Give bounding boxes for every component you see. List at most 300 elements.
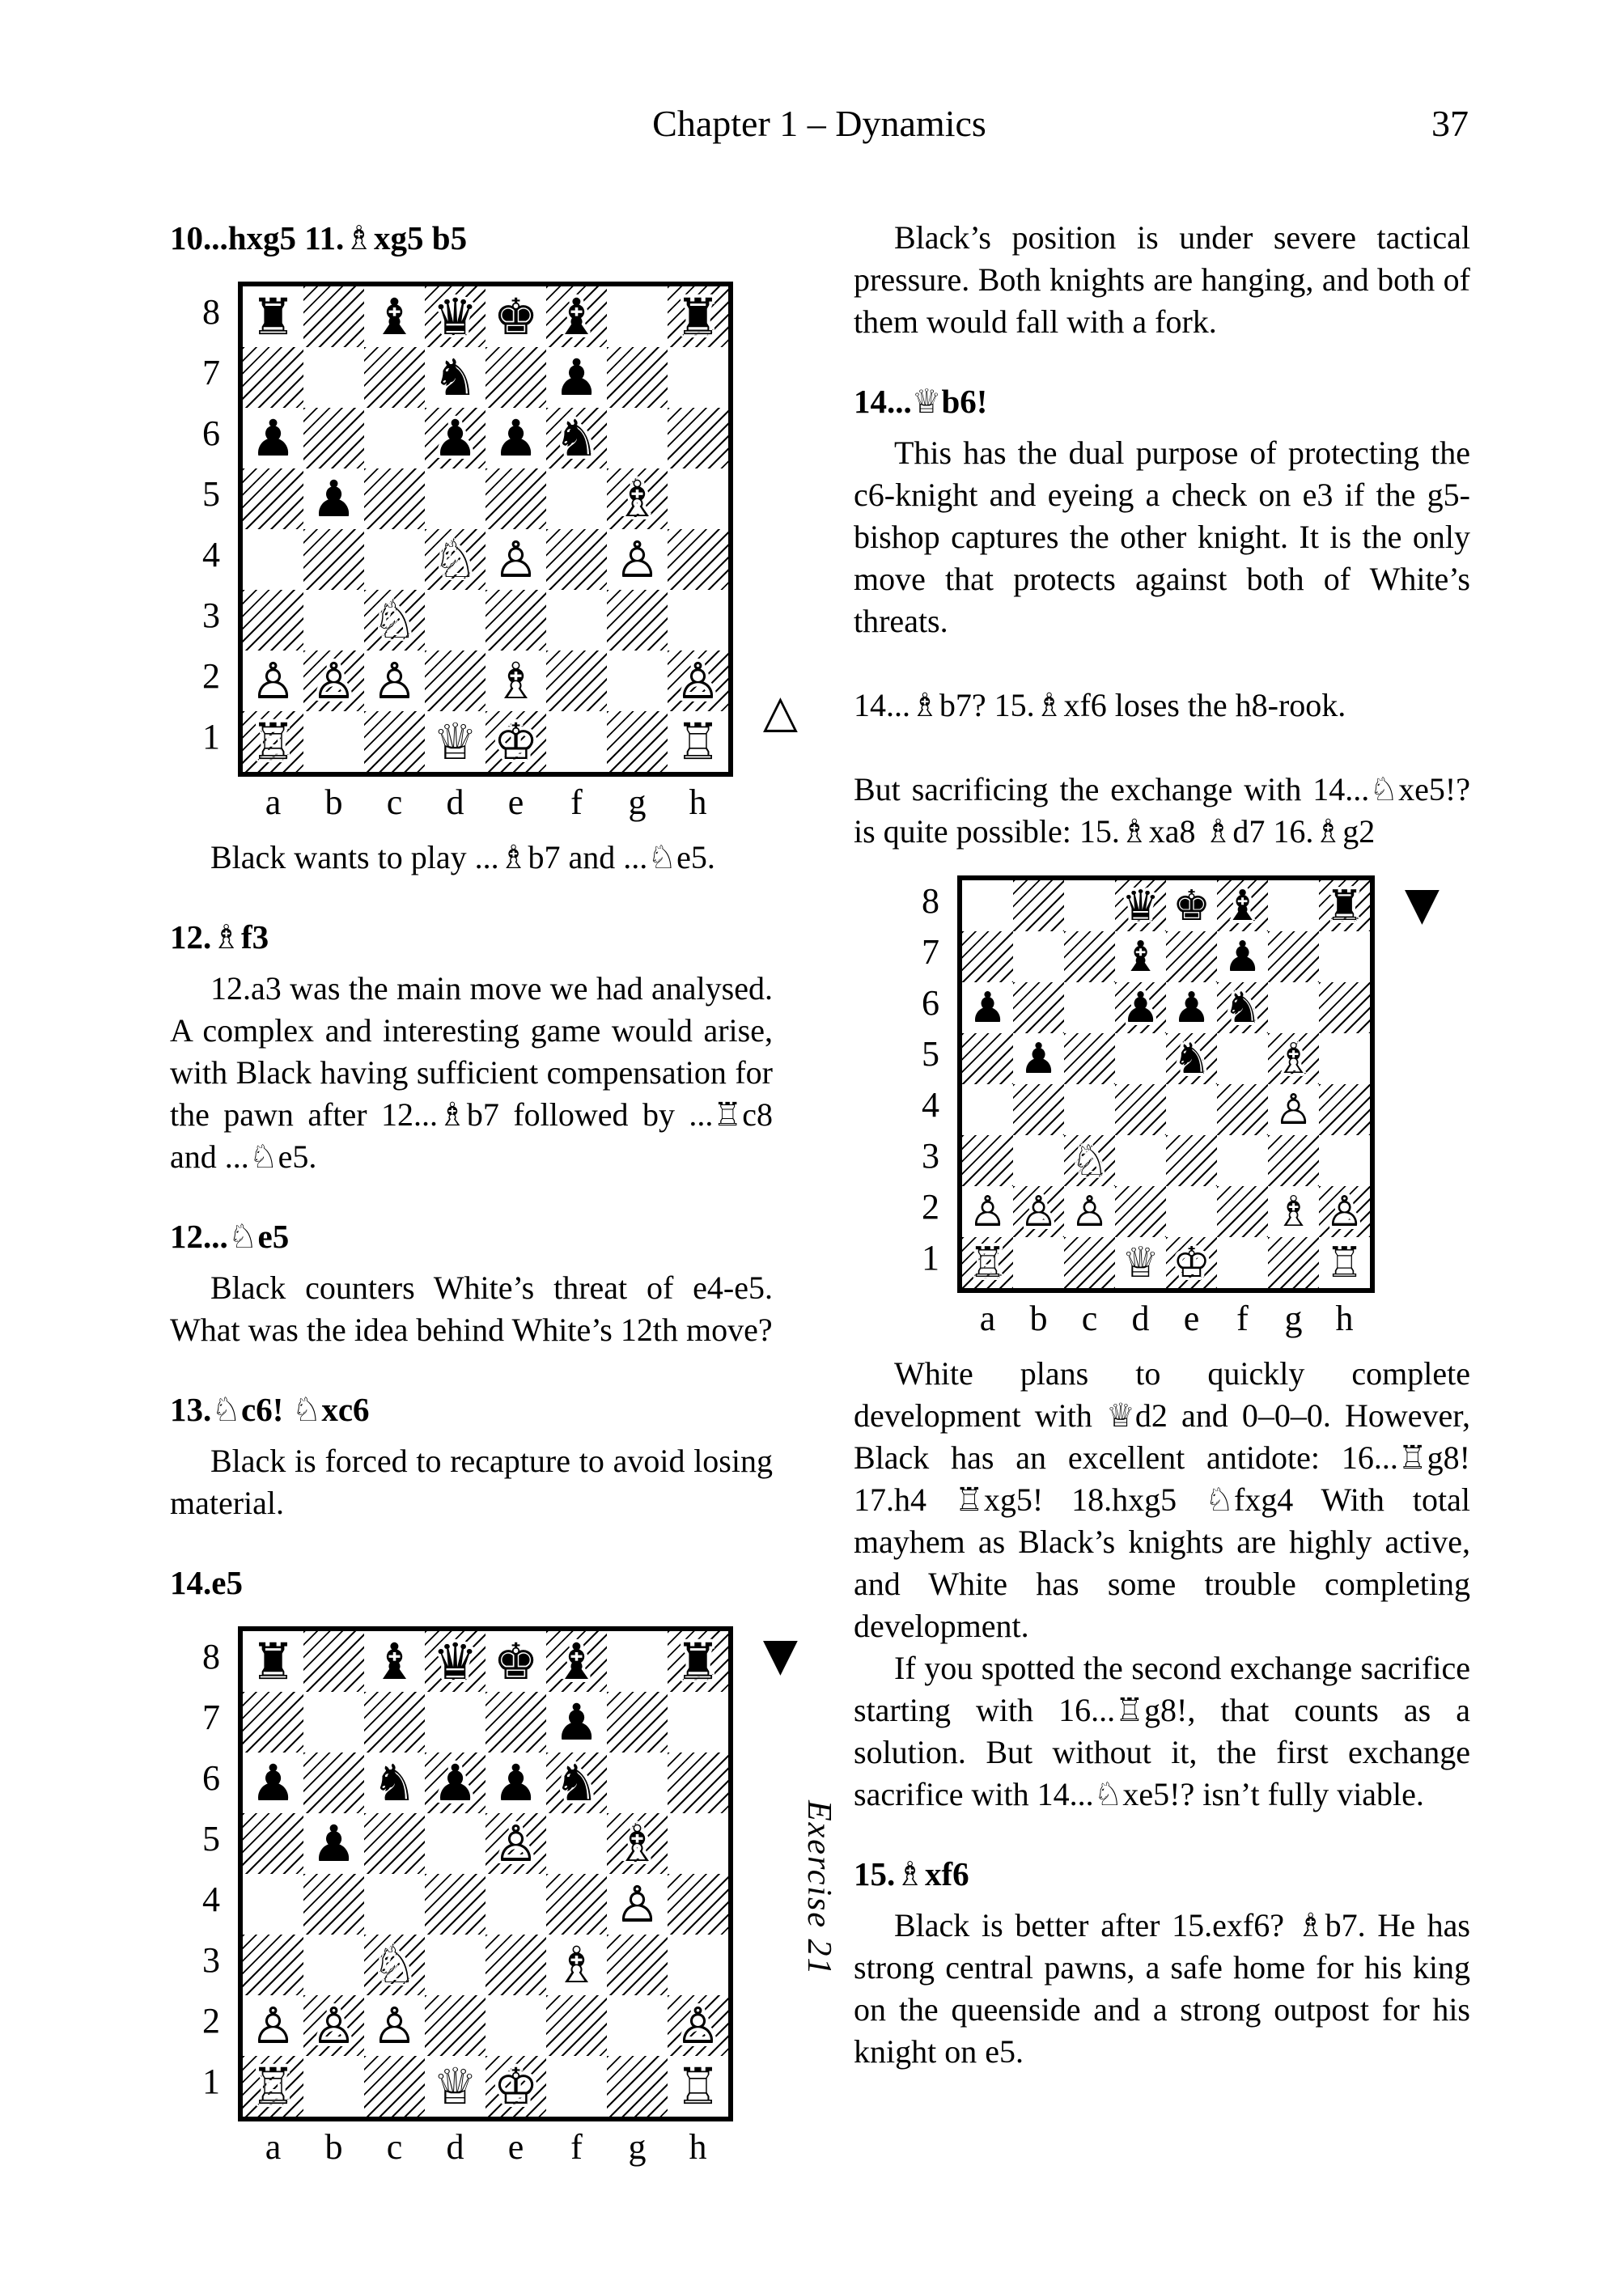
board-square bbox=[607, 347, 668, 408]
board-square bbox=[962, 1237, 1013, 1288]
board-square bbox=[1319, 1135, 1370, 1186]
chess-piece: ♕ bbox=[432, 2056, 478, 2116]
paragraph-tactical-pressure: Black’s position is under severe tactical pressure. Both knights are hanging, and both of them would fall with a fork. bbox=[854, 219, 1470, 340]
chess-piece: ♞ bbox=[1172, 1034, 1211, 1083]
rank-label: 6 bbox=[922, 982, 939, 1023]
file-label: d bbox=[446, 782, 464, 822]
board-square bbox=[303, 468, 364, 529]
rank-label: 8 bbox=[202, 291, 220, 332]
move-heading-14-Qb6: 14...♕b6! bbox=[854, 383, 988, 420]
board-square bbox=[668, 1631, 728, 1692]
chess-diagram-1 bbox=[193, 282, 798, 824]
board-square bbox=[486, 347, 546, 408]
board-square bbox=[303, 286, 364, 347]
diagram-row bbox=[193, 282, 733, 777]
board-square bbox=[364, 529, 425, 590]
file-label: f bbox=[1236, 1299, 1249, 1338]
board-square bbox=[1115, 982, 1166, 1033]
chess-piece: ♜ bbox=[675, 1631, 721, 1691]
file-label: g bbox=[628, 782, 647, 822]
paragraph-dual-purpose: This has the dual purpose of protecting the c6-knight and eyeing a check on e3 if the g5-bishop captures the other knight. It is the only move that protects against both of White’s threats. bbox=[854, 434, 1470, 639]
board-square bbox=[546, 2056, 607, 2117]
board-square bbox=[364, 2056, 425, 2117]
board-square bbox=[1064, 1135, 1115, 1186]
chess-piece: ♟ bbox=[311, 1813, 357, 1873]
rank-label: 6 bbox=[202, 413, 220, 453]
board-square bbox=[1319, 1186, 1370, 1237]
board-square bbox=[1013, 982, 1064, 1033]
rank-labels bbox=[193, 1626, 230, 2121]
board-square bbox=[303, 1753, 364, 1813]
file-labels bbox=[243, 782, 733, 824]
board-square bbox=[364, 590, 425, 651]
board-square bbox=[1115, 1084, 1166, 1135]
board-square bbox=[668, 1874, 728, 1935]
board-square bbox=[668, 1813, 728, 1874]
chess-piece: ♟ bbox=[1122, 983, 1160, 1032]
chess-piece: ♚ bbox=[493, 286, 539, 346]
board-square bbox=[1166, 1084, 1217, 1135]
board-square bbox=[668, 286, 728, 347]
board-square bbox=[1268, 880, 1319, 931]
rank-label: 4 bbox=[922, 1084, 939, 1125]
rank-label: 5 bbox=[202, 473, 220, 514]
chess-piece: ♟ bbox=[969, 983, 1007, 1032]
board-square bbox=[607, 1631, 668, 1692]
board-square bbox=[962, 1186, 1013, 1237]
board-square bbox=[243, 1935, 303, 1995]
board-square bbox=[425, 408, 486, 468]
board-square bbox=[607, 590, 668, 651]
file-labels bbox=[243, 2126, 733, 2168]
board-square bbox=[303, 347, 364, 408]
board-square bbox=[1064, 1084, 1115, 1135]
board-square bbox=[243, 1692, 303, 1753]
board-square bbox=[1217, 1084, 1268, 1135]
file-label: f bbox=[570, 782, 583, 822]
chess-piece: ♟ bbox=[250, 1753, 296, 1812]
chess-piece: ♙ bbox=[311, 651, 357, 710]
chess-piece: ♖ bbox=[250, 711, 296, 771]
chess-piece: ♟ bbox=[311, 468, 357, 528]
chess-piece: ♟ bbox=[1172, 983, 1211, 1032]
board-square bbox=[1166, 1033, 1217, 1084]
chess-piece: ♖ bbox=[675, 2056, 721, 2116]
paragraph-12a3: 12.a3 was the main move we had analysed. A complex and interesting game would arise, with Black having sufficient compensation for the pawn after 12...♗b7 followed by ...♖c8 and ...♘e5. bbox=[170, 970, 773, 1175]
rank-label: 7 bbox=[922, 931, 939, 972]
chess-piece: ♟ bbox=[432, 408, 478, 468]
board-square bbox=[486, 286, 546, 347]
board-square bbox=[364, 468, 425, 529]
board-square bbox=[546, 651, 607, 711]
chess-piece: ♟ bbox=[1020, 1034, 1058, 1083]
board-square bbox=[425, 286, 486, 347]
move-heading-12-Ne5: 12...♘e5 bbox=[170, 1218, 290, 1255]
board-square bbox=[364, 1813, 425, 1874]
board-square bbox=[486, 1813, 546, 1874]
board-square bbox=[303, 1813, 364, 1874]
file-label: b bbox=[324, 2127, 343, 2167]
rank-labels bbox=[193, 282, 230, 777]
board-square bbox=[243, 2056, 303, 2117]
chess-piece: ♝ bbox=[553, 286, 600, 346]
board-square bbox=[546, 529, 607, 590]
chess-piece: ♙ bbox=[493, 1813, 539, 1873]
chess-diagram-2 bbox=[193, 1626, 837, 2168]
rank-label: 6 bbox=[202, 1757, 220, 1798]
board-square bbox=[1064, 1237, 1115, 1288]
rank-label: 1 bbox=[202, 2061, 220, 2101]
board-square bbox=[1064, 931, 1115, 982]
board-square bbox=[1115, 1237, 1166, 1288]
board-square bbox=[668, 1935, 728, 1995]
board-square bbox=[1115, 880, 1166, 931]
file-label: a bbox=[979, 1299, 996, 1338]
chess-piece: ♙ bbox=[969, 1187, 1007, 1236]
board-square bbox=[607, 286, 668, 347]
chess-piece: ♘ bbox=[432, 529, 478, 589]
chapter-title: Chapter 1 – Dynamics bbox=[652, 103, 986, 144]
board-square bbox=[486, 651, 546, 711]
board-square bbox=[486, 468, 546, 529]
chess-piece: ♞ bbox=[1223, 983, 1261, 1032]
board-square bbox=[1217, 1237, 1268, 1288]
chess-piece: ♙ bbox=[614, 1874, 660, 1934]
board-square bbox=[546, 1692, 607, 1753]
file-label: e bbox=[507, 2127, 524, 2167]
board-square bbox=[546, 286, 607, 347]
board-square bbox=[607, 468, 668, 529]
board-square bbox=[1268, 931, 1319, 982]
chess-piece: ♞ bbox=[553, 408, 600, 468]
board-square bbox=[962, 982, 1013, 1033]
chess-piece: ♙ bbox=[493, 529, 539, 589]
chess-piece: ♟ bbox=[553, 1692, 600, 1752]
file-label: c bbox=[386, 2127, 403, 2167]
left-column bbox=[170, 217, 837, 2181]
file-label: g bbox=[1284, 1299, 1303, 1338]
paragraph-black-counters: Black counters White’s threat of e4-e5. What was the idea behind White’s 12th move? bbox=[170, 1269, 773, 1348]
rank-label: 3 bbox=[922, 1135, 939, 1176]
chess-piece: ♟ bbox=[1223, 932, 1261, 981]
rank-label: 7 bbox=[202, 1697, 220, 1737]
board-square bbox=[546, 1753, 607, 1813]
file-label: e bbox=[1183, 1299, 1200, 1338]
board-square bbox=[607, 408, 668, 468]
chess-piece: ♙ bbox=[250, 1995, 296, 2055]
chess-piece: ♜ bbox=[675, 286, 721, 346]
board-square bbox=[364, 347, 425, 408]
board-square bbox=[1166, 880, 1217, 931]
board-square bbox=[364, 1692, 425, 1753]
board-square bbox=[1013, 1033, 1064, 1084]
board-square bbox=[668, 590, 728, 651]
chess-piece: ♚ bbox=[1172, 881, 1211, 930]
board-square bbox=[425, 1631, 486, 1692]
board-square bbox=[1115, 1186, 1166, 1237]
board-square bbox=[1268, 1033, 1319, 1084]
board-square bbox=[607, 1813, 668, 1874]
board-square bbox=[668, 347, 728, 408]
file-label: b bbox=[324, 782, 343, 822]
board-square bbox=[607, 1935, 668, 1995]
board-square bbox=[1217, 982, 1268, 1033]
board-square bbox=[962, 1084, 1013, 1135]
board-square bbox=[1319, 931, 1370, 982]
paragraph-forced-recapture: Black is forced to recapture to avoid losing material. bbox=[170, 1443, 773, 1521]
chess-piece: ♟ bbox=[432, 1753, 478, 1812]
board-square bbox=[364, 651, 425, 711]
rank-label: 8 bbox=[202, 1636, 220, 1676]
chess-piece: ♙ bbox=[1020, 1187, 1058, 1236]
board-square bbox=[1319, 1084, 1370, 1135]
board-square bbox=[303, 590, 364, 651]
chess-piece: ♙ bbox=[1071, 1187, 1109, 1236]
move-heading-12-Bf3: 12.♗f3 bbox=[170, 918, 269, 956]
board-square bbox=[546, 1874, 607, 1935]
board-square bbox=[1166, 1237, 1217, 1288]
board-square bbox=[425, 590, 486, 651]
board-square bbox=[486, 711, 546, 772]
board-square bbox=[425, 1874, 486, 1935]
board-square bbox=[1013, 1186, 1064, 1237]
chess-piece: ♖ bbox=[250, 2056, 296, 2116]
board-square bbox=[668, 1692, 728, 1753]
board-square bbox=[546, 1813, 607, 1874]
chess-piece: ♗ bbox=[614, 468, 660, 528]
rank-label: 2 bbox=[202, 655, 220, 696]
rank-label: 4 bbox=[202, 534, 220, 574]
board-square bbox=[364, 711, 425, 772]
file-label: h bbox=[1335, 1299, 1354, 1338]
board-square bbox=[546, 468, 607, 529]
board-square bbox=[1319, 880, 1370, 931]
board-square bbox=[303, 651, 364, 711]
board-square bbox=[607, 651, 668, 711]
chess-piece: ♞ bbox=[432, 347, 478, 407]
file-label: d bbox=[1131, 1299, 1150, 1338]
board-square bbox=[303, 529, 364, 590]
rank-label: 8 bbox=[922, 880, 939, 921]
diagram-row bbox=[193, 1626, 733, 2121]
chess-piece: ♙ bbox=[250, 651, 296, 710]
board-square bbox=[668, 1995, 728, 2056]
board-square bbox=[1013, 1084, 1064, 1135]
board-square bbox=[1013, 1237, 1064, 1288]
board-square bbox=[1166, 1186, 1217, 1237]
rank-label: 2 bbox=[202, 2000, 220, 2041]
chess-piece: ♜ bbox=[250, 1631, 296, 1691]
board-square bbox=[1064, 880, 1115, 931]
board-square bbox=[303, 1935, 364, 1995]
running-head bbox=[170, 102, 1469, 150]
board-square bbox=[1013, 880, 1064, 931]
chess-piece: ♗ bbox=[614, 1813, 660, 1873]
chess-piece: ♟ bbox=[250, 408, 296, 468]
rank-label: 5 bbox=[202, 1818, 220, 1859]
board-square bbox=[668, 651, 728, 711]
black-to-move-indicator: ▼ bbox=[1404, 878, 1440, 930]
paragraph-if-you-spotted: If you spotted the second exchange sacrifice starting with 16...♖g8!, that counts as a solution. But without it, the first exchange sacrifice with 14...♘xe5!? isn’t fully viable. bbox=[854, 1650, 1470, 1812]
move-heading-13-Nc6: 13.♘c6! ♘xc6 bbox=[170, 1391, 370, 1428]
board-square bbox=[607, 711, 668, 772]
board-square bbox=[243, 347, 303, 408]
chess-piece: ♝ bbox=[553, 1631, 600, 1691]
chess-piece: ♘ bbox=[1071, 1136, 1109, 1185]
move-heading-10-hxg5: 10...hxg5 11.♗xg5 b5 bbox=[170, 219, 468, 256]
page-number: 37 bbox=[1431, 103, 1469, 144]
chess-piece: ♗ bbox=[553, 1935, 600, 1994]
rank-label: 1 bbox=[922, 1237, 939, 1278]
board-square bbox=[243, 1753, 303, 1813]
board-square bbox=[425, 711, 486, 772]
rank-label: 2 bbox=[922, 1186, 939, 1227]
board-square bbox=[607, 1995, 668, 2056]
chess-piece: ♞ bbox=[371, 1753, 418, 1812]
board-square bbox=[1013, 931, 1064, 982]
board-square bbox=[1319, 1033, 1370, 1084]
chess-piece: ♙ bbox=[371, 651, 418, 710]
board-square bbox=[364, 408, 425, 468]
board-square bbox=[546, 1631, 607, 1692]
board-square bbox=[486, 590, 546, 651]
board-square bbox=[546, 1935, 607, 1995]
rank-label: 5 bbox=[922, 1033, 939, 1074]
board-square bbox=[546, 408, 607, 468]
file-label: c bbox=[386, 782, 403, 822]
board-square bbox=[668, 711, 728, 772]
board-square bbox=[243, 1631, 303, 1692]
board-square bbox=[546, 590, 607, 651]
chess-piece: ♗ bbox=[493, 651, 539, 710]
board-square bbox=[243, 590, 303, 651]
board-square bbox=[546, 711, 607, 772]
board-square bbox=[364, 1874, 425, 1935]
right-column bbox=[854, 217, 1470, 2073]
board-square bbox=[243, 468, 303, 529]
board-square bbox=[1064, 1186, 1115, 1237]
chess-diagram-3 bbox=[912, 875, 1440, 1340]
chess-piece: ♟ bbox=[493, 1753, 539, 1812]
board-square bbox=[243, 651, 303, 711]
board-square bbox=[425, 651, 486, 711]
rank-label: 4 bbox=[202, 1879, 220, 1919]
board-square bbox=[243, 711, 303, 772]
board-square bbox=[1013, 1135, 1064, 1186]
board-square bbox=[243, 408, 303, 468]
board-square bbox=[668, 408, 728, 468]
chess-piece: ♔ bbox=[493, 711, 539, 771]
board-square bbox=[1166, 1135, 1217, 1186]
chess-piece: ♛ bbox=[1122, 881, 1160, 930]
board-square bbox=[425, 1692, 486, 1753]
chess-board-1 bbox=[238, 282, 733, 777]
board-square bbox=[607, 2056, 668, 2117]
board-square bbox=[962, 1135, 1013, 1186]
chess-piece: ♝ bbox=[371, 286, 418, 346]
chess-piece: ♘ bbox=[371, 1935, 418, 1994]
file-label: f bbox=[570, 2127, 583, 2167]
board-square bbox=[425, 529, 486, 590]
board-square bbox=[425, 468, 486, 529]
board-square bbox=[607, 1753, 668, 1813]
board-square bbox=[486, 1692, 546, 1753]
board-square bbox=[486, 1874, 546, 1935]
file-label: g bbox=[628, 2127, 647, 2167]
board-square bbox=[962, 931, 1013, 982]
chess-piece: ♙ bbox=[614, 529, 660, 589]
chess-piece: ♙ bbox=[1325, 1187, 1363, 1236]
file-label: d bbox=[446, 2127, 464, 2167]
board-square bbox=[364, 1995, 425, 2056]
chess-piece: ♛ bbox=[432, 1631, 478, 1691]
board-square bbox=[1268, 1186, 1319, 1237]
board-square bbox=[486, 1631, 546, 1692]
black-to-move-indicator: ▼ bbox=[762, 1629, 798, 1681]
board-square bbox=[962, 880, 1013, 931]
chess-piece: ♗ bbox=[1274, 1034, 1312, 1083]
chess-piece: ♚ bbox=[493, 1631, 539, 1691]
chess-piece: ♙ bbox=[1274, 1085, 1312, 1134]
file-label: h bbox=[689, 2127, 707, 2167]
chess-piece: ♙ bbox=[675, 651, 721, 710]
board-square bbox=[303, 1631, 364, 1692]
chess-piece: ♜ bbox=[1325, 881, 1363, 930]
board-square bbox=[1319, 1237, 1370, 1288]
white-to-move-indicator: △ bbox=[762, 685, 798, 738]
board-square bbox=[425, 1995, 486, 2056]
board-square bbox=[1217, 880, 1268, 931]
chess-piece: ♟ bbox=[493, 408, 539, 468]
chess-piece: ♖ bbox=[969, 1238, 1007, 1287]
board-square bbox=[303, 408, 364, 468]
move-heading-15-Bxf6: 15.♗xf6 bbox=[854, 1855, 969, 1892]
chess-piece: ♞ bbox=[553, 1753, 600, 1812]
chess-piece: ♙ bbox=[371, 1995, 418, 2055]
board-square bbox=[364, 286, 425, 347]
diagram-row bbox=[912, 875, 1375, 1293]
board-square bbox=[1217, 1033, 1268, 1084]
board-square bbox=[303, 711, 364, 772]
board-square bbox=[668, 468, 728, 529]
board-square bbox=[425, 347, 486, 408]
chess-piece: ♝ bbox=[371, 1631, 418, 1691]
board-square bbox=[1217, 931, 1268, 982]
rank-label: 1 bbox=[202, 716, 220, 757]
move-heading-14-e5: 14.e5 bbox=[170, 1564, 243, 1601]
chess-board-2 bbox=[238, 1626, 733, 2121]
chess-piece: ♘ bbox=[371, 590, 418, 650]
file-label: c bbox=[1081, 1299, 1098, 1338]
board-square bbox=[1217, 1135, 1268, 1186]
board-square bbox=[1115, 931, 1166, 982]
board-square bbox=[1064, 1033, 1115, 1084]
chess-piece: ♟ bbox=[553, 347, 600, 407]
paragraph-black-wants: Black wants to play ...♗b7 and ...♘e5. bbox=[210, 839, 715, 875]
board-square bbox=[303, 2056, 364, 2117]
board-square bbox=[243, 286, 303, 347]
chess-piece: ♔ bbox=[493, 2056, 539, 2116]
board-square bbox=[243, 529, 303, 590]
paragraph-black-is-better: Black is better after 15.exf6? ♗b7. He has strong central pawns, a safe home for his king on the queenside and a strong outpost for his knight on e5. bbox=[854, 1907, 1470, 2070]
file-label: a bbox=[265, 782, 282, 822]
board-square bbox=[607, 1692, 668, 1753]
board-square bbox=[1268, 1237, 1319, 1288]
board-square bbox=[668, 2056, 728, 2117]
board-square bbox=[607, 1874, 668, 1935]
board-square bbox=[425, 2056, 486, 2117]
chess-piece: ♖ bbox=[675, 711, 721, 771]
